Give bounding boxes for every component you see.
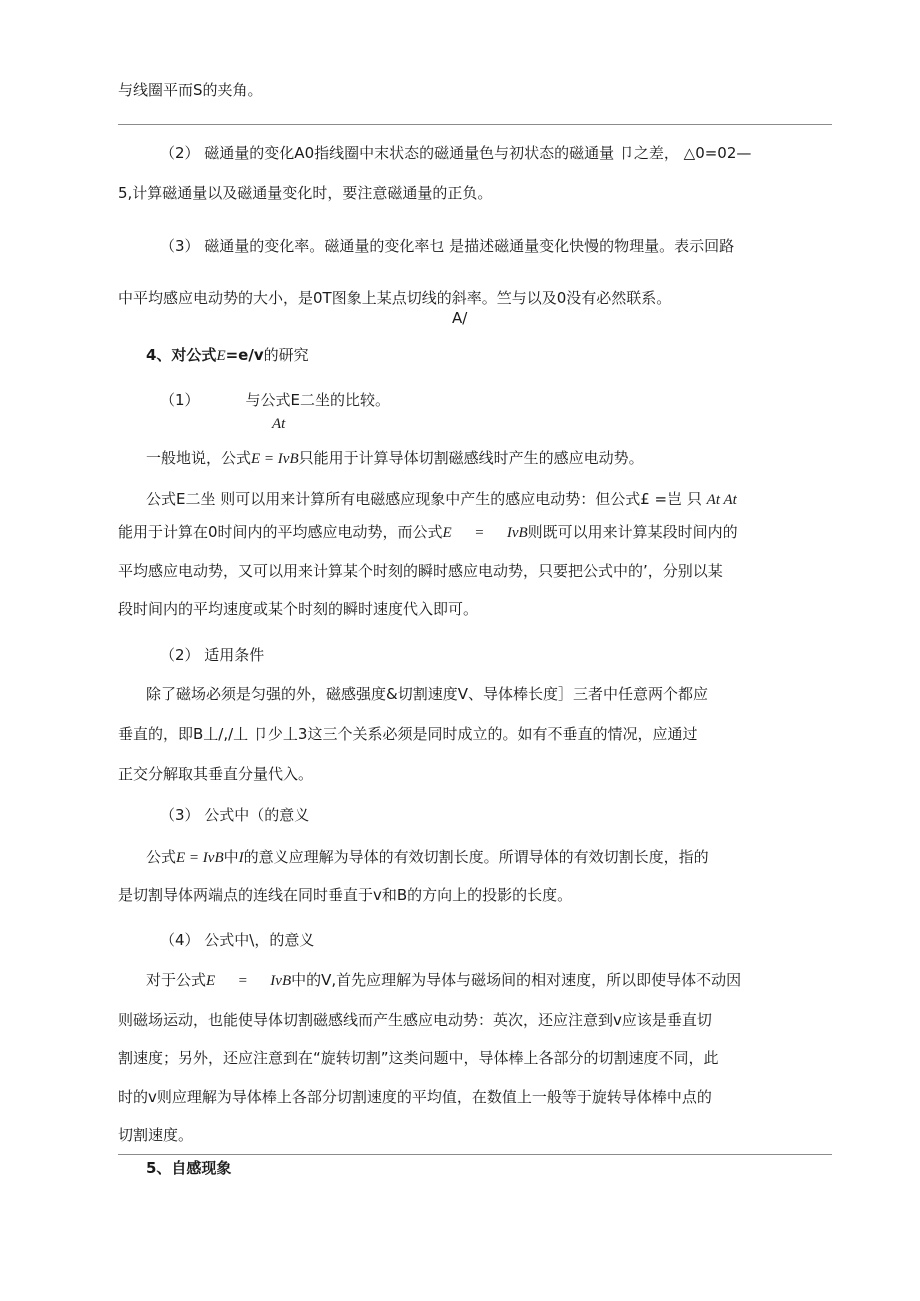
section-heading: 5、自感现象	[146, 1159, 232, 1177]
text-line: （3） 磁通量的变化率。磁通量的变化率乜 是描述磁通量变化快慢的物理量。表示回路	[160, 237, 735, 255]
formula: E = IvB	[251, 451, 299, 467]
line-part: 中	[223, 848, 239, 866]
text-line: 平均感应电动势，又可以用来计算某个时刻的瞬时感应电动势，只要把公式中的’，分别以某	[118, 562, 723, 580]
line-part: 公式	[146, 848, 177, 866]
line-part: 对于公式	[146, 971, 207, 989]
formula-symbol: E	[216, 348, 226, 364]
text-line: A/	[452, 309, 468, 327]
heading-part: =e/v	[225, 346, 264, 364]
formula-fragment: At	[272, 416, 286, 432]
formula: E = IvB	[176, 850, 224, 866]
text-line: 段时间内的平均速度或某个时刻的瞬时速度代入即可。	[118, 600, 479, 618]
line-part: 一般地说，公式	[146, 449, 252, 467]
heading-part: 的研究	[263, 346, 309, 364]
divider	[118, 124, 832, 125]
text-line: （3） 公式中（的意义	[160, 806, 310, 824]
item-number: （1）	[160, 391, 200, 409]
formula: E = IvB	[442, 525, 528, 541]
line-part: 只能用于计算导体切割磁感线时产生的感应电动势。	[298, 449, 644, 467]
text-line	[118, 522, 738, 543]
line-part: 的意义应理解为导体的有效切割长度。所谓导体的有效切割长度，指的	[243, 848, 709, 866]
text-line: （2） 适用条件	[160, 646, 265, 664]
text-line: 5,计算磁通量以及磁通量变化时，要注意磁通量的正负。	[118, 184, 493, 202]
heading-part: 4、对公式	[146, 346, 217, 364]
text-line: 时的v则应理解为导体棒上各部分切割速度的平均值，在数值上一般等于旋转导体棒中点的	[118, 1088, 712, 1106]
divider	[118, 1154, 832, 1155]
text-line: 中平均感应电动势的大小，是0T图象上某点切线的斜率。竺与以及0没有必然联系。	[118, 289, 672, 307]
line-part: 公式E二坐 则可以用来计算所有电磁感应现象中产生的感应电动势：但公式£ =岂 只	[146, 490, 707, 508]
text-line: （4） 公式中\，的意义	[160, 931, 315, 949]
text-line	[146, 847, 709, 868]
text-line: 垂直的，即B丄/,/丄 卩少丄3这三个关系必须是同时成立的。如有不垂直的情况，应通过	[118, 725, 698, 743]
item-text: 与公式E二坐的比较。	[245, 391, 391, 409]
text-line: 割速度；另外，还应注意到在“旋转切割”这类问题中，导体棒上各部分的切割速度不同，此	[118, 1049, 719, 1067]
text-line: 是切割导体两端点的连线在同时垂直于v和B的方向上的投影的长度。	[118, 886, 573, 904]
formula: E = IvB	[206, 973, 292, 989]
formula-fragment: At At	[706, 492, 737, 508]
line-part: 则既可以用来计算某段时间内的	[527, 523, 738, 541]
text-line	[146, 489, 737, 510]
text-line: 除了磁场必须是匀强的外，磁感强度&切割速度V、导体棒长度］三者中任意两个都应	[146, 685, 708, 703]
text-line: 与线圈平而S的夹角。	[118, 81, 263, 99]
line-part: 能用于计算在0时间内的平均感应电动势，而公式	[118, 523, 443, 541]
text-line: 正交分解取其垂直分量代入。	[118, 765, 314, 783]
text-line	[146, 448, 644, 469]
text-line: 切割速度。	[118, 1126, 194, 1144]
line-part: 中的V,首先应理解为导体与磁场间的相对速度，所以即使导体不动因	[291, 971, 742, 989]
text-line: 则磁场运动，也能使导体切割磁感线而产生感应电动势：英次，还应注意到v应该是垂直切	[118, 1011, 712, 1029]
formula-symbol: I	[238, 850, 244, 866]
text-line: （2） 磁通量的变化A0指线圈中末状态的磁通量色与初状态的磁通量 卩之差， △0=02—	[160, 144, 752, 162]
text-line	[146, 970, 741, 991]
text-line	[160, 390, 390, 410]
section-heading	[146, 345, 309, 366]
